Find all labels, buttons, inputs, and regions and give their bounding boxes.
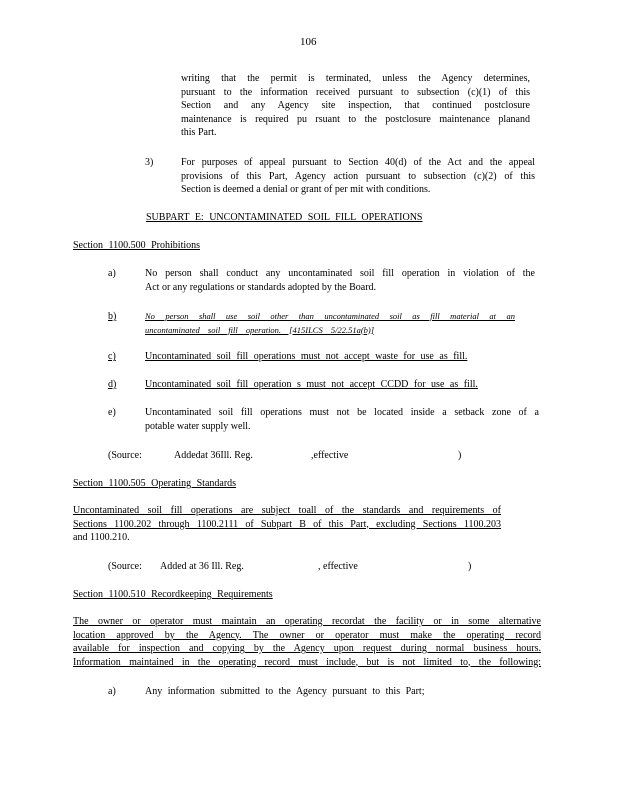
source-close: ) bbox=[458, 450, 462, 461]
paragraph-line: Information maintained in the operating record must include, but is not limited to, the following: bbox=[73, 656, 541, 668]
paragraph-line: Sections 1100.202 through 1100.2111 of Subpart B of this Part, excluding Sections 1100.203 bbox=[73, 518, 501, 530]
paragraph-line: Section is deemed a denial or grant of per mit with conditions. bbox=[181, 184, 431, 195]
item-label: c) bbox=[108, 351, 116, 362]
paragraph-line: Section and any Agency site inspection, that continued postclosure bbox=[181, 100, 530, 111]
continued-paragraph bbox=[181, 72, 530, 140]
item-label: a) bbox=[108, 268, 116, 279]
section-heading-500: Section 1100.500 Prohibitions bbox=[73, 240, 201, 251]
section-heading-510: Section 1100.510 Recordkeeping Requirements bbox=[73, 589, 273, 600]
item-label: b) bbox=[108, 311, 117, 322]
page-number: 106 bbox=[300, 36, 317, 48]
paragraph-line: Uncontaminated soil fill operations are subject toall of the standards and requirements of bbox=[73, 505, 501, 516]
source-effective: , effective bbox=[318, 561, 358, 572]
subpart-heading: SUBPART E: UNCONTAMINATED SOIL FILL OPERATIONS bbox=[146, 212, 423, 223]
item-label: d) bbox=[108, 379, 117, 390]
source-open: (Source: bbox=[108, 561, 142, 572]
item-c-text: Uncontaminated soil fill operations must not accept waste for use as fill. bbox=[145, 351, 468, 362]
paragraph-line: Act or any regulations or standards adopted by the Board. bbox=[145, 281, 377, 293]
paragraph-line: this Part. bbox=[181, 127, 217, 138]
item-label: 3) bbox=[145, 157, 154, 168]
item-a-text: Any information submitted to the Agency pursuant to this Part; bbox=[145, 686, 425, 697]
paragraph-line: provisions of this Part, Agency action pursuant to subsection (c)(2) of this bbox=[181, 170, 535, 182]
source-close: ) bbox=[468, 561, 472, 572]
item-d-text: Uncontaminated soil fill operation s must not accept CCDD for use as fill. bbox=[145, 379, 478, 390]
section-heading-505: Section 1100.505 Operating Standards bbox=[73, 478, 237, 489]
item-e-text bbox=[145, 406, 539, 433]
paragraph-line: available for inspection and copying by the Agency upon request during normal business hours. bbox=[73, 643, 541, 654]
paragraph-line: uncontaminated soil fill operation. [415ILCS 5/22.51a(b)] bbox=[145, 324, 375, 335]
paragraph-line: and 1100.210. bbox=[73, 532, 130, 543]
source-added: Addedat 36Ill. Reg. bbox=[174, 450, 253, 461]
paragraph-line: No person shall use soil other than uncontaminated soil as fill material at an bbox=[145, 311, 515, 321]
paragraph-line: No person shall conduct any uncontaminated soil fill operation in violation of the bbox=[145, 268, 535, 279]
item-a-text bbox=[145, 267, 535, 294]
paragraph-line: writing that the permit is terminated, unless the Agency determines, bbox=[181, 73, 530, 84]
paragraph-line: The owner or operator must maintain an operating recordat the facility or in some alternative bbox=[73, 616, 541, 627]
item-label: a) bbox=[108, 686, 116, 697]
source-added: Added at 36 Ill. Reg. bbox=[160, 561, 244, 572]
item-label: e) bbox=[108, 407, 116, 418]
paragraph-line: pursuant to the information received pursuant to subsection (c)(1) of this bbox=[181, 86, 530, 98]
source-open: (Source: bbox=[108, 450, 142, 461]
section-510-text bbox=[73, 615, 541, 669]
paragraph-line: location approved by the Agency. The owner or operator must make the operating record bbox=[73, 629, 541, 641]
section-505-text bbox=[73, 504, 501, 545]
paragraph-line: maintenance is required pu rsuant to the postclosure maintenance planand bbox=[181, 113, 530, 125]
item-b-text bbox=[145, 310, 515, 337]
paragraph-line: potable water supply well. bbox=[145, 420, 251, 432]
source-effective: ,effective bbox=[311, 450, 349, 461]
paragraph-line: Uncontaminated soil fill operations must not be located inside a setback zone of a bbox=[145, 407, 539, 418]
item-3-text bbox=[181, 156, 535, 197]
paragraph-line: For purposes of appeal pursuant to Section 40(d) of the Act and the appeal bbox=[181, 157, 535, 168]
